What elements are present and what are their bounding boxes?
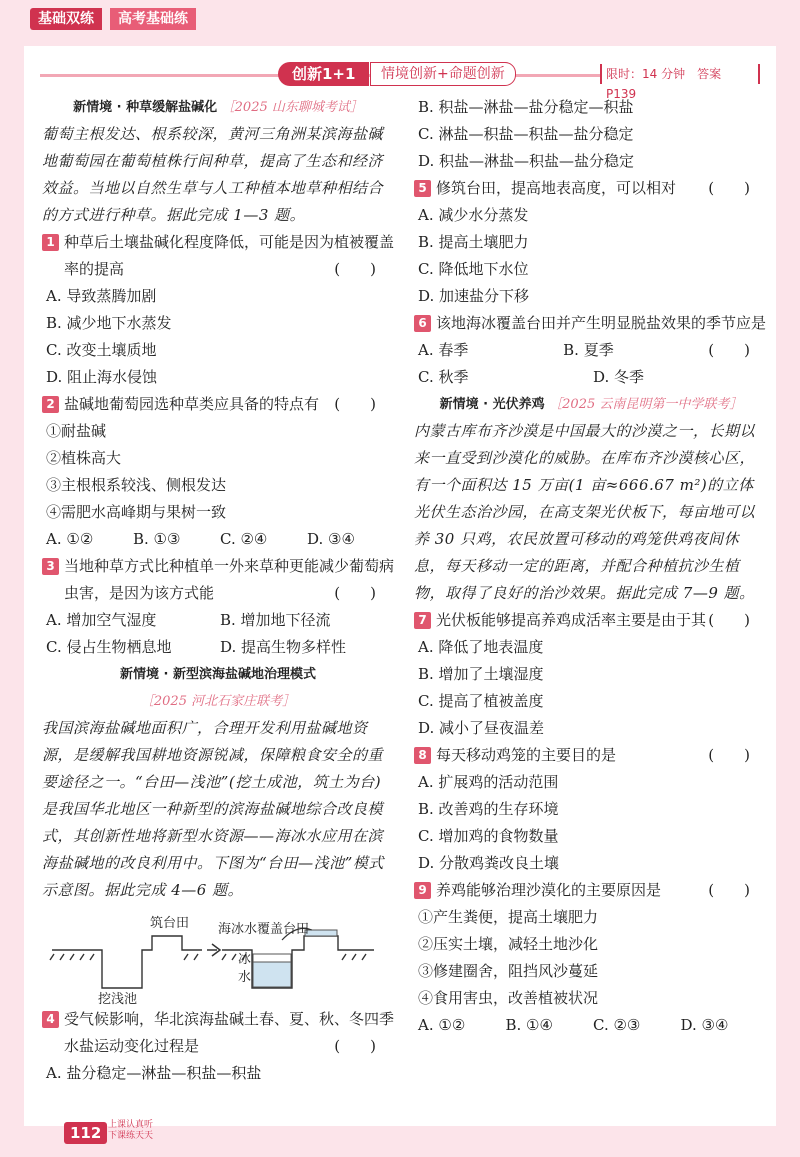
scenario-source: ［2025 河北石家庄联考］ <box>140 694 296 709</box>
top-bar <box>0 0 800 30</box>
answer-bracket[interactable]: ( ) <box>708 881 750 899</box>
scenario-source: ［2025 云南昆明第一中学联考］ <box>549 397 743 412</box>
option[interactable]: B. 改善鸡的生存环境 <box>418 800 559 818</box>
question-number: 7 <box>414 612 431 629</box>
option[interactable]: D. ③④ <box>307 530 355 548</box>
scenario-title: 新情境 · 新型滨海盐碱地治理模式 <box>120 667 316 682</box>
option[interactable]: B. 夏季 <box>563 341 614 359</box>
diagram-label: 筑台田 <box>150 916 190 931</box>
question-number: 8 <box>414 747 431 764</box>
options-row <box>42 526 394 553</box>
options-row <box>42 634 394 661</box>
answer-bracket[interactable]: ( ) <box>708 341 750 359</box>
question-stem: 修筑台田，提高地表高度，可以相对 <box>436 179 677 197</box>
option[interactable]: D. 加速盐分下移 <box>418 287 530 305</box>
option[interactable]: B. 增加地下径流 <box>220 611 331 629</box>
question-stem: 光伏板能够提高养鸡成活率主要是由于其 <box>436 611 707 629</box>
option[interactable]: D. ③④ <box>680 1016 729 1034</box>
question-9 <box>414 877 768 904</box>
option[interactable]: A. ①② <box>46 530 94 548</box>
statement: ①耐盐碱 <box>46 422 107 440</box>
question-number: 2 <box>42 396 59 413</box>
section-tag: 高考基础练 <box>110 8 196 30</box>
question-number: 5 <box>414 180 431 197</box>
option[interactable]: C. ②③ <box>593 1016 641 1034</box>
question-number: 3 <box>42 558 59 575</box>
page-number: 112 <box>64 1122 107 1144</box>
statement: ④需肥水高峰期与果树一致 <box>46 503 227 521</box>
answer-bracket[interactable]: ( ) <box>334 584 376 602</box>
option[interactable]: A. 降低了地表温度 <box>418 638 544 656</box>
option[interactable]: D. 冬季 <box>593 368 645 386</box>
question-number: 4 <box>42 1011 59 1028</box>
option[interactable]: A. 增加空气湿度 <box>46 611 157 629</box>
scenario-header-3 <box>414 391 768 418</box>
options-row <box>42 607 394 634</box>
option[interactable]: C. 淋盐—积盐—积盐—盐分稳定 <box>418 125 634 143</box>
answer-bracket[interactable]: ( ) <box>334 260 376 278</box>
option[interactable]: D. 分散鸡粪改良土壤 <box>418 854 560 872</box>
question-1 <box>42 229 394 283</box>
diagram-label: 海冰水覆盖台田 <box>218 922 310 937</box>
option[interactable]: B. 增加了土壤湿度 <box>418 665 544 683</box>
statement: ②植株高大 <box>46 449 122 467</box>
option[interactable]: B. 减少地下水蒸发 <box>46 314 172 332</box>
question-3 <box>42 553 394 607</box>
option[interactable]: D. 积盐—淋盐—积盐—盐分稳定 <box>418 152 635 170</box>
question-stem: 养鸡能够治理沙漠化的主要原因是 <box>436 881 662 899</box>
option[interactable]: A. 春季 <box>418 341 469 359</box>
question-number: 6 <box>414 315 431 332</box>
answer-bracket[interactable]: ( ) <box>708 611 750 629</box>
option[interactable]: B. 积盐—淋盐—盐分稳定—积盐 <box>418 98 634 116</box>
answer-bracket[interactable]: ( ) <box>334 395 376 413</box>
options-row <box>414 364 768 391</box>
question-number: 1 <box>42 234 59 251</box>
scenario-header-2 <box>42 661 394 715</box>
question-2 <box>42 391 394 418</box>
scenario-text: 葡萄主根发达、根系较深，黄河三角洲某滨海盐碱地葡萄园在葡萄植株行间种草，提高了生态和经济效益。当地以自然生草与人工种植本地草种相结合的方式进行种草。据此完成 1—3 题。 <box>42 125 384 224</box>
statement: ③修建圈舍，阻挡风沙蔓延 <box>418 962 599 980</box>
option[interactable]: C. 降低地下水位 <box>418 260 529 278</box>
scenario-title: 新情境 · 光伏养鸡 <box>439 397 545 412</box>
statement: ②压实土壤，减轻土地沙化 <box>418 935 599 953</box>
options-row <box>414 337 708 364</box>
option[interactable]: C. ②④ <box>220 530 268 548</box>
statement: ③主根根系较浅、侧根发达 <box>46 476 227 494</box>
scenario-source: ［2025 山东聊城考试］ <box>221 100 363 115</box>
answer-bracket[interactable]: ( ) <box>334 1037 376 1055</box>
diagram-label: 水 <box>238 970 252 985</box>
question-stem: 种草后土壤盐碱化程度降低，可能是因为植被覆盖率的提高 <box>64 233 395 278</box>
right-column <box>414 94 768 1039</box>
question-stem: 该地海冰覆盖台田并产生明显脱盐效果的季节应是 <box>436 314 767 332</box>
series-tag: 基础双练 <box>30 8 102 30</box>
statement: ①产生粪便，提高土壤肥力 <box>418 908 599 926</box>
question-7 <box>414 607 768 634</box>
footer-slogan <box>108 1120 168 1142</box>
answer-bracket[interactable]: ( ) <box>708 179 750 197</box>
scenario-text: 内蒙古库布齐沙漠是中国最大的沙漠之一，长期以来一直受到沙漠化的威胁。在库布齐沙漠核心区，有一个面积达 15 万亩(1 亩≈666.67 m²)的立体光伏生态治沙园，在高支架光伏板下，每亩地可以养 30 只鸡，农民放置可移动的鸡笼供鸡夜间休息，每天移动一定的距离，并配合种植抗沙生植物，取得了良好的治沙效果。据此完成 7—9 题。 <box>414 422 756 602</box>
time-limit: 限时：14 分钟 答案 P139 <box>600 64 760 84</box>
option[interactable]: A. 导致蒸腾加剧 <box>46 287 157 305</box>
option[interactable]: D. 减小了昼夜温差 <box>418 719 545 737</box>
statement: ④食用害虫，改善植被状况 <box>418 989 599 1007</box>
question-4 <box>42 1006 394 1060</box>
option[interactable]: A. 盐分稳定—淋盐—积盐—积盐 <box>46 1064 262 1082</box>
answer-bracket[interactable]: ( ) <box>708 746 750 764</box>
section-banner <box>40 62 760 101</box>
option[interactable]: C. 侵占生物栖息地 <box>46 638 172 656</box>
footer-slogan-line: 下课练天天 <box>108 1131 154 1141</box>
left-column <box>42 94 394 1087</box>
diagram-label: 冰 <box>238 952 252 967</box>
question-stem: 当地种草方式比种植单一外来草种更能减少葡萄病虫害，是因为该方式能 <box>64 557 395 602</box>
option[interactable]: B. ①③ <box>133 530 181 548</box>
question-8 <box>414 742 768 769</box>
option[interactable]: A. 扩展鸡的活动范围 <box>418 773 559 791</box>
diagram-label: 挖浅池 <box>98 992 138 1007</box>
scenario-text: 我国滨海盐碱地面积广，合理开发利用盐碱地资源，是缓解我国耕地资源锐减，保障粮食安全的重要途径之一。“台田—浅池”(挖土成池，筑土为台)是我国华北地区一种新型的滨海盐碱地综合改良模式，其创新性地将新型水资源——海冰水应用在滨海盐碱地的改良利用中。下图为“台田—浅池”模式示意图。据此完成 4—6 题。 <box>42 719 384 899</box>
question-stem: 盐碱地葡萄园选种草类应具备的特点有 <box>64 395 320 413</box>
scenario-title: 新情境 · 种草缓解盐碱化 <box>73 100 218 115</box>
question-5 <box>414 175 768 202</box>
option[interactable]: C. 秋季 <box>418 368 469 386</box>
option[interactable]: B. 提高土壤肥力 <box>418 233 529 251</box>
option[interactable]: B. ①④ <box>505 1016 553 1034</box>
option[interactable]: C. 提高了植被盖度 <box>418 692 544 710</box>
question-stem: 每天移动鸡笼的主要目的是 <box>436 746 617 764</box>
option[interactable]: D. 提高生物多样性 <box>220 638 347 656</box>
options-row <box>414 1012 768 1039</box>
question-number: 9 <box>414 882 431 899</box>
option[interactable]: C. 改变土壤质地 <box>46 341 157 359</box>
scenario-header-1 <box>42 94 394 121</box>
option[interactable]: D. 阻止海水侵蚀 <box>46 368 158 386</box>
option[interactable]: A. 减少水分蒸发 <box>418 206 529 224</box>
banner-subtitle: 情境创新+命题创新 <box>370 62 516 86</box>
option[interactable]: C. 增加鸡的食物数量 <box>418 827 559 845</box>
question-stem: 受气候影响，华北滨海盐碱土春、夏、秋、冬四季水盐运动变化过程是 <box>64 1010 395 1055</box>
footer-slogan-line: 上课认真听 <box>108 1120 154 1130</box>
option[interactable]: A. ①② <box>418 1016 466 1034</box>
banner-title: 创新1+1 <box>278 62 369 86</box>
tai-tian-diagram <box>42 910 394 1007</box>
